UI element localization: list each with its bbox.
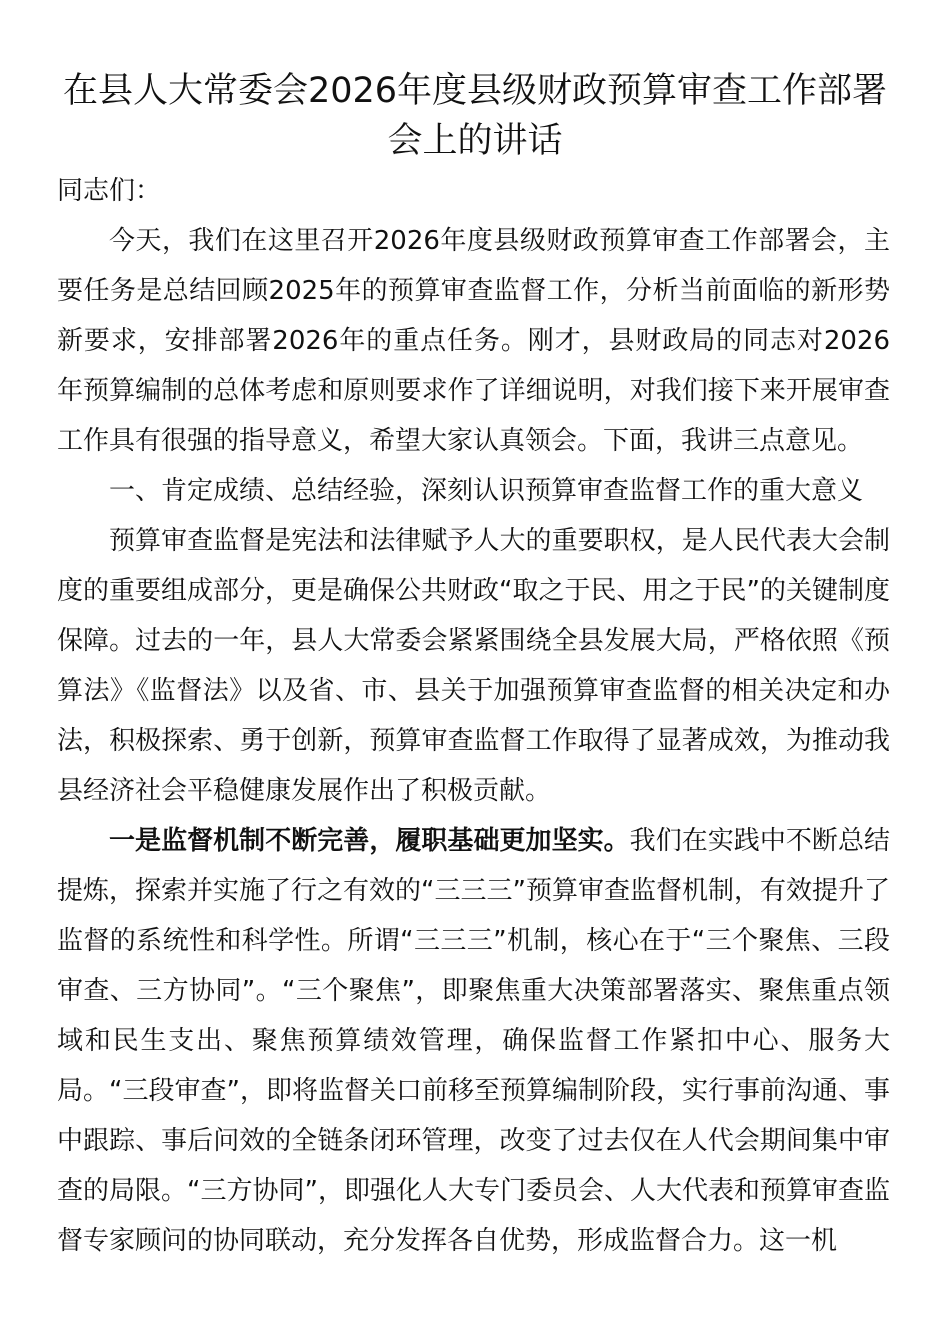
point-one-text: 我们在实践中不断总结提炼，探索并实施了行之有效的“三三三”预算审查监督机制，有效提升了监督的系统性和科学性。所谓“三三三”机制，核心在于“三个聚焦、三段审查、三方协同”。“三个聚焦”，即聚焦重大决策部署落实、聚焦重点领域和民生支出、聚焦预算绩效管理，确保监督工作紧扣中心、服务大局。“三段审查”，即将监督关口前移至预算编制阶段，实行事前沟通、事中跟踪、事后问效的全链条闭环管理，改变了过去仅在人代会期间集中审查的局限。“三方协同”，即强化人大专门委员会、人大代表和预算审查监督专家顾问的协同联动，充分发挥各自优势，形成监督合力。这一机: [57, 826, 890, 1256]
section-one-paragraph: 预算审查监督是宪法和法律赋予人大的重要职权，是人民代表大会制度的重要组成部分，更是确保公共财政“取之于民、用之于民”的关键制度保障。过去的一年，县人大常委会紧紧围绕全县发展大局，严格依照《预算法》《监督法》以及省、市、县关于加强预算审查监督的相关决定和办法，积极探索、勇于创新，预算审查监督工作取得了显著成效，为推动我县经济社会平稳健康发展作出了积极贡献。: [57, 526, 890, 806]
section-one-heading: 一、肯定成绩、总结经验，深刻认识预算审查监督工作的重大意义: [109, 476, 864, 506]
document-body: [57, 166, 890, 1266]
document-title: 在县人大常委会2026年度县级财政预算审查工作部署会上的讲话: [62, 71, 888, 161]
point-one-heading: 一是监督机制不断完善，履职基础更加坚实。: [109, 826, 630, 856]
intro-paragraph: 今天，我们在这里召开2026年度县级财政预算审查工作部署会，主要任务是总结回顾2025年的预算审查监督工作，分析当前面临的新形势新要求，安排部署2026年的重点任务。刚才，县财政局的同志对2026年预算编制的总体考虑和原则要求作了详细说明，对我们接下来开展审查工作具有很强的指导意义，希望大家认真领会。下面，我讲三点意见。: [57, 226, 890, 456]
salutation: 同志们：: [57, 176, 162, 206]
point-one-paragraph: [57, 816, 890, 1266]
